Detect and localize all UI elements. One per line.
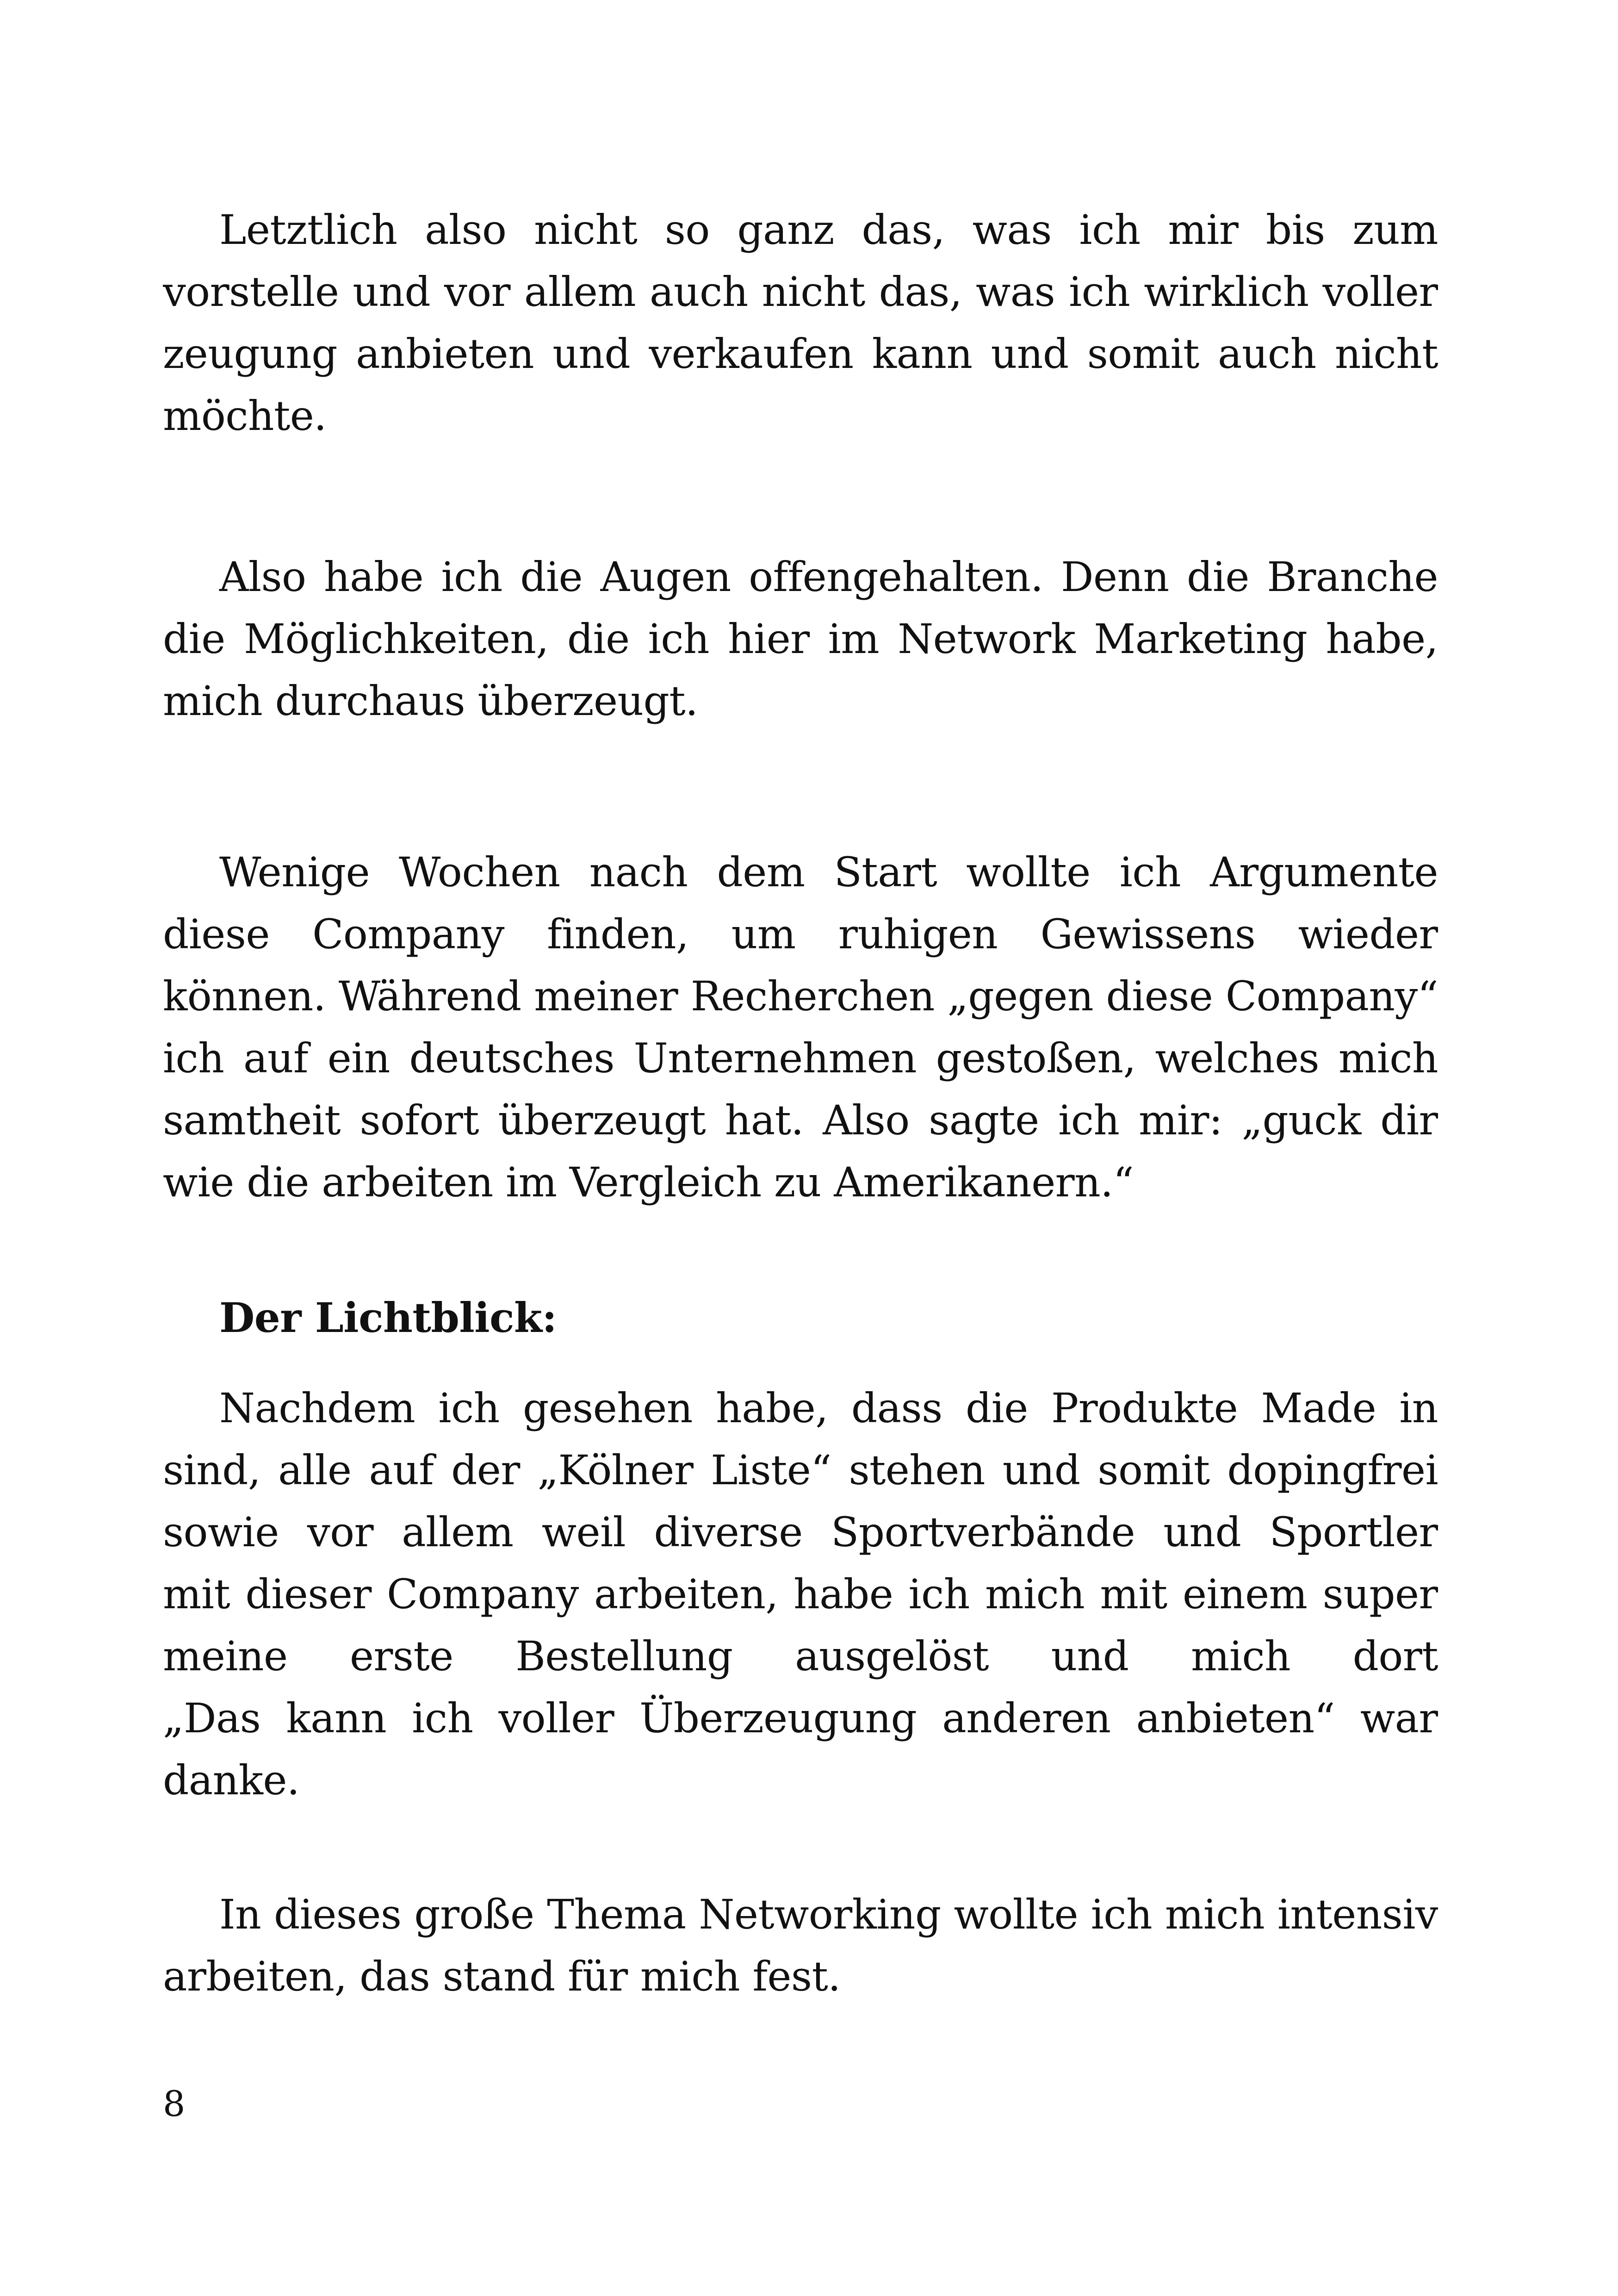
paragraph-nachdem (163, 1377, 1438, 1811)
paragraph-wenige-wochen (163, 841, 1438, 1213)
text-line: wie die arbeiten im Vergleich zu Amerikanern.“ (163, 1158, 1134, 1206)
paragraph-ruhestand (163, 199, 1438, 447)
text-line: möchte. (163, 392, 327, 440)
text-line: sowie vor allem weil diverse Sportverbände und Sportler (163, 1508, 1438, 1556)
text-line: Also habe ich die Augen offengehalten. Denn die Branche (219, 553, 1438, 601)
text-line: Wenige Wochen nach dem Start wollte ich Argumente (219, 848, 1438, 896)
text-line: arbeiten, das stand für mich fest. (163, 1953, 841, 2000)
paragraph-networking (163, 1884, 1438, 2008)
text-line: samtheit sofort überzeugt hat. Also sagte ich mir: „guck dir (163, 1096, 1438, 1144)
text-line: zeugung anbieten und verkaufen kann und somit auch nicht (163, 330, 1438, 378)
text-line: meine erste Bestellung ausgelöst und mich dort (163, 1632, 1438, 1680)
text-line: mit dieser Company arbeiten, habe ich mich mit einem super (163, 1570, 1438, 1618)
text-line: Letztlich also nicht so ganz das, was ich mir bis zum (219, 206, 1438, 254)
text-line: In dieses große Thema Networking wollte ich mich intensiv (219, 1891, 1438, 1938)
text-line: mich durchaus überzeugt. (163, 677, 698, 725)
text-line: „Das kann ich voller Überzeugung anderen anbieten“ war (163, 1694, 1438, 1742)
paragraph-augen-offengehalten (163, 546, 1438, 732)
text-line: können. Während meiner Recherchen „gegen diese Company“ (163, 972, 1438, 1020)
text-line: vorstelle und vor allem auch nicht das, was ich wirklich voller (163, 268, 1438, 316)
text-line: diese Company finden, um ruhigen Gewissens wieder (163, 910, 1438, 958)
page-number: 8 (163, 2083, 186, 2124)
text-line: Nachdem ich gesehen habe, dass die Produkte Made in (219, 1384, 1438, 1432)
text-line: danke. (163, 1756, 300, 1804)
text-line: ich auf ein deutsches Unternehmen gestoßen, welches mich (163, 1034, 1438, 1082)
text-line: sind, alle auf der „Kölner Liste“ stehen und somit dopingfrei (163, 1446, 1438, 1494)
text-line: die Möglichkeiten, die ich hier im Network Marketing habe, (163, 615, 1438, 663)
section-heading: Der Lichtblick: (219, 1294, 557, 1342)
